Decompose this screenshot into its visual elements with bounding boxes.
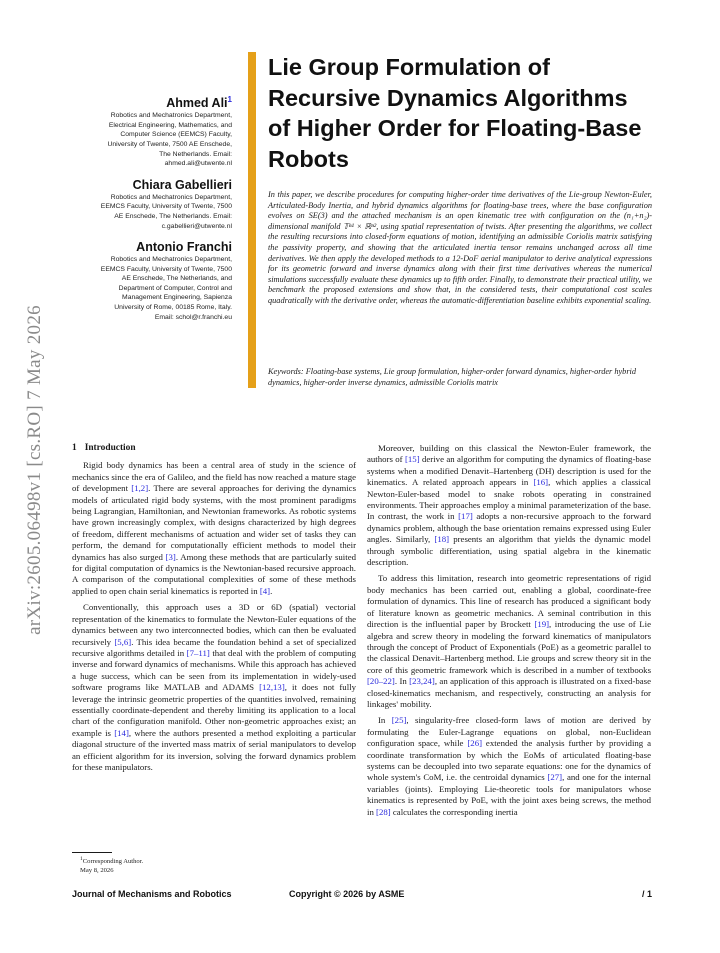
paragraph-text: , it does not fully leverage the intrinsic geometric properties of the quantities involved, remaining essentially coordinate-dependent and thereby limiting its application to a local chart of the configuration manifold. Other non-geometric approaches exist; an example is	[72, 682, 356, 738]
author-affiliation-line: Management Engineering, Sapienza	[122, 294, 232, 302]
paragraph-text: . There are several approaches for deriving the dynamics models of articulated rigid body systems, with the most prominent paradigms being Lagrangian, Hamiltonian, and Newtonian frameworks. As robotic systems have grown increasingly complex, with designs characterized by high degrees of freedom, different mechanisms of actuation and wider set of tasks they can perform, the demand for computationally efficient methods to model their dynamics has also surged	[72, 483, 356, 562]
paragraph-text: . This idea became the foundation behind a set of specialized recursive algorithms detailed in	[72, 636, 356, 658]
citation-link[interactable]: [5,6]	[114, 636, 132, 647]
author-affiliation-line: Department of Computer, Control and	[118, 284, 232, 292]
paragraph-text: Moreover, building on this classical the Newton-Euler framework, the authors of	[367, 443, 651, 465]
author-affiliation-line: Computer Science (EEMCS) Faculty,	[120, 131, 232, 139]
citation-link[interactable]: [27]	[547, 772, 563, 783]
paragraph-text: , an application of this approach is illustrated on a fixed-base closed-kinematics mechanism, and respectively, constructing an analysis for linkages' mobility.	[367, 676, 651, 709]
citation-link[interactable]: [7–11]	[186, 647, 210, 658]
body-paragraph	[72, 602, 356, 773]
author-affiliation-line: Electrical Engineering, Mathematics, and	[108, 121, 232, 129]
author-affiliation-line: c.gabellieri@utwente.nl	[161, 222, 232, 230]
section-heading	[72, 443, 356, 454]
footnote-rule	[72, 852, 112, 853]
citation-link[interactable]: [4]	[259, 585, 271, 596]
citation-link[interactable]: [16]	[533, 477, 549, 488]
citation-link[interactable]: [28]	[376, 806, 391, 817]
paragraph-text: Rigid body dynamics has been a central area of study in the science of mechanics since the era of Galileo, and the field has now reached a mature stage of development	[72, 460, 356, 494]
author-affiliation-line: Robotics and Mechatronics Department,	[110, 256, 232, 264]
citation-link[interactable]: [17]	[458, 511, 473, 522]
right-column	[367, 443, 651, 818]
page-footer	[72, 889, 652, 903]
author-affiliation-line: ahmed.ali@utwente.nl	[164, 160, 232, 168]
body-paragraph	[367, 573, 651, 710]
paragraph-text: adopts a non-recursive approach to the forward dynamics problem, although the base orientation remains expressed using Euler angles. Similarly,	[367, 511, 651, 545]
citation-link[interactable]: [26]	[467, 738, 483, 749]
paragraph-text: In	[378, 715, 392, 726]
author-entry	[72, 240, 232, 322]
author-affiliation-line: EEMCS Faculty, University of Twente, 7500	[100, 203, 232, 211]
paper-title	[268, 52, 668, 174]
footnote-text: Corresponding Author.	[82, 858, 144, 866]
footnote	[80, 855, 143, 875]
citation-link[interactable]: [15]	[404, 454, 420, 465]
citation-link[interactable]: [19]	[534, 619, 550, 630]
footnote-date: May 8, 2026	[80, 867, 114, 875]
page-number: / 1	[641, 889, 652, 899]
title-line: Lie Group Formulation of	[268, 54, 550, 80]
abstract: In this paper, we describe procedures for computing higher-order time derivatives of the Lie-group Newton-Euler, Articulated-Body Inertia, and hybrid dynamics algorithms for floating-base trees, where the base configuration evolves on SE(3) and the attached mechanism is an open kinematic tree with configuration on the (n₁+n₂)-dimensional manifold 𝕋ⁿ¹ × ℝⁿ², using spatial representation of twists. After presenting the algorithms, we collect the resulting recursions into closed-form equations of motion, identifying an admissible Coriolis matrix satisfying the passivity property, and showing that the articulated inertia tensor remains unchanged across all time derivatives. We then apply the developed methods to a 12-DoF aerial manipulator to derive analytical expressions for its geometric forward and inverse dynamics along with their first time derivatives whereas the numerical simulations successfully evaluate these dynamics up to fifth order. Finally, to demonstrate their practical utility, we benchmark the proposed extensions and show that, in the considered tests, their computational cost scales quadratically with the derivative order, whereas the automatic-differentiation baseline exhibits exponential scaling.	[268, 190, 652, 305]
citation-link[interactable]: [23,24]	[409, 676, 435, 687]
paragraph-text: , which applies a classical Newton-Euler-based model to snake robots operating in constrained environments. Their approaches employ a minimal parameterization of the base. In contrast, the work in	[367, 477, 651, 522]
paragraph-text: . In	[394, 676, 410, 687]
citation-link[interactable]: [1,2]	[131, 483, 149, 494]
author-affiliation-line: University of Twente, 7500 AE Enschede,	[107, 140, 232, 148]
citation-link[interactable]: [12,13]	[259, 682, 285, 693]
author-entry	[72, 178, 232, 231]
author-affiliation-line: Email: schol@r.franchi.eu	[154, 313, 232, 321]
author-affiliation-line: The Netherlands. Email:	[159, 150, 232, 158]
author-name: Chiara Gabellieri	[132, 177, 232, 192]
copyright: Copyright © 2026 by ASME	[289, 889, 405, 899]
paragraph-text: that deal with the problem of computing inverse and forward dynamics of mechanisms. While this approach has achieved a huge success, which can be seen from its implementation in widely-used software programs like MATLAB and ADAMS	[72, 647, 356, 693]
paragraph-text: , singularity-free closed-form laws of motion are derived by formulating the Euler-Lagrange equations on global, non-Euclidean configuration space, while	[367, 715, 651, 749]
author-affiliation-line: University of Rome, 00185 Rome, Italy.	[114, 304, 232, 312]
paragraph-text: .	[270, 585, 273, 596]
paragraph-text: Conventionally, this approach uses a 3D or 6D (spatial) vectorial representation of the kinematics to formulate the Newton-Euler equations of the dynamics between any two interconnected bodies, which can then be evaluated recursively	[72, 602, 356, 647]
paragraph-text: derive an algorithm for computing the dynamics of floating-base systems when a modified Denavit–Hartenberg (DH) description is used for the kinematics. A related approach appears in	[367, 454, 652, 488]
citation-link[interactable]: [25]	[391, 715, 407, 726]
keywords: Keywords: Floating-base systems, Lie group formulation, higher-order forward dynamics, higher-order hybrid dynamics, higher-order inverse dynamics, admissible Coriolis matrix	[268, 367, 637, 387]
footnote-mark: 1	[80, 856, 83, 862]
body-paragraph	[72, 460, 356, 597]
citation-link[interactable]: [14]	[114, 727, 129, 738]
journal-name: Journal of Mechanisms and Robotics	[72, 889, 232, 899]
citation-link[interactable]: [18]	[434, 534, 450, 545]
citation-link[interactable]: [3]	[165, 551, 176, 562]
body-paragraph	[367, 443, 651, 568]
body-paragraph	[367, 715, 651, 818]
title-line: of Higher Order for Floating-Base	[268, 115, 642, 141]
paragraph-text: calculates the corresponding inertia	[390, 806, 518, 817]
paragraph-text: presents an algorithm that yields the dynamic model through symbolic differentiation, using spatial algebra in the kinematic description.	[367, 534, 651, 568]
author-affiliation-line: AE Enschede, The Netherlands, and	[121, 275, 232, 283]
arxiv-stamp: arXiv:2605.06498v1 [cs.RO] 7 May 2026	[24, 305, 45, 635]
paragraph-text: . Among these methods that are particularly suited for digital computation of dynamics is the Newtonian-based recursive approach. A comparison of the computational complexities of some of these methods applied to open chain serial kinematics is reported in	[72, 551, 356, 596]
paragraph-text: extended the analysis further by providing a coordinate transformation by which the EoMs of articulated floating-base systems can be decoupled into two separate equations: one for the dynamics of whole system's CoM, i.e. the centroidal dynamics	[367, 738, 651, 783]
title-line: Recursive Dynamics Algorithms	[268, 84, 628, 111]
author-name: Antonio Franchi	[136, 240, 232, 255]
citation-link[interactable]: [20–22]	[367, 676, 395, 687]
author-affiliation-line: EEMCS Faculty, University of Twente, 7500	[100, 265, 232, 273]
paragraph-text: To address this limitation, research into geometric representations of rigid body mechanics has been carried out, enabling a global, coordinate-free formulation of dynamics. This line of research has produced a significant body of literature known as geometric mechanics. A seminal contribution in this direction is the influential paper by Brockett	[367, 573, 651, 630]
paragraph-text: , introducing the use of Lie algebra and screw theory in modeling the forward kinematics of manipulators through the concept of Product of Exponentials (PoE) as a geometric parallel to the classical Denavit–Hartenberg method. Lie groups and screw theory sit in the core of this geometric framework which is described in a number of textbooks	[367, 619, 651, 675]
author-affiliation-line: AE Enschede, The Netherlands. Email:	[114, 212, 232, 220]
section-number: 1	[72, 443, 77, 453]
author-affiliation-line: Robotics and Mechatronics Department,	[110, 112, 232, 120]
paragraph-text: , where the authors presented a method exploiting a particular diagonal structure of the inverted mass matrix of serial manipulators to develop an efficient algorithm for its inversion, solving the forward dynamics problem for these manipulators.	[72, 727, 356, 772]
left-column	[72, 443, 356, 773]
title-accent-bar	[248, 52, 256, 388]
author-block	[72, 92, 232, 331]
author-affiliation-line: Robotics and Mechatronics Department,	[110, 193, 232, 201]
author-entry	[72, 92, 232, 169]
corresponding-author-mark: 1	[227, 95, 232, 104]
title-line: Robots	[268, 145, 349, 172]
paragraph-text: , and one for the internal variables (joints). Employing Lie-theoretic tools for manipulators whose kinematics is represented by PoE, with the joint axes being screws, the method in	[367, 772, 651, 817]
author-name: Ahmed Ali$^1$	[166, 95, 232, 111]
section-title: Introduction	[84, 443, 136, 453]
